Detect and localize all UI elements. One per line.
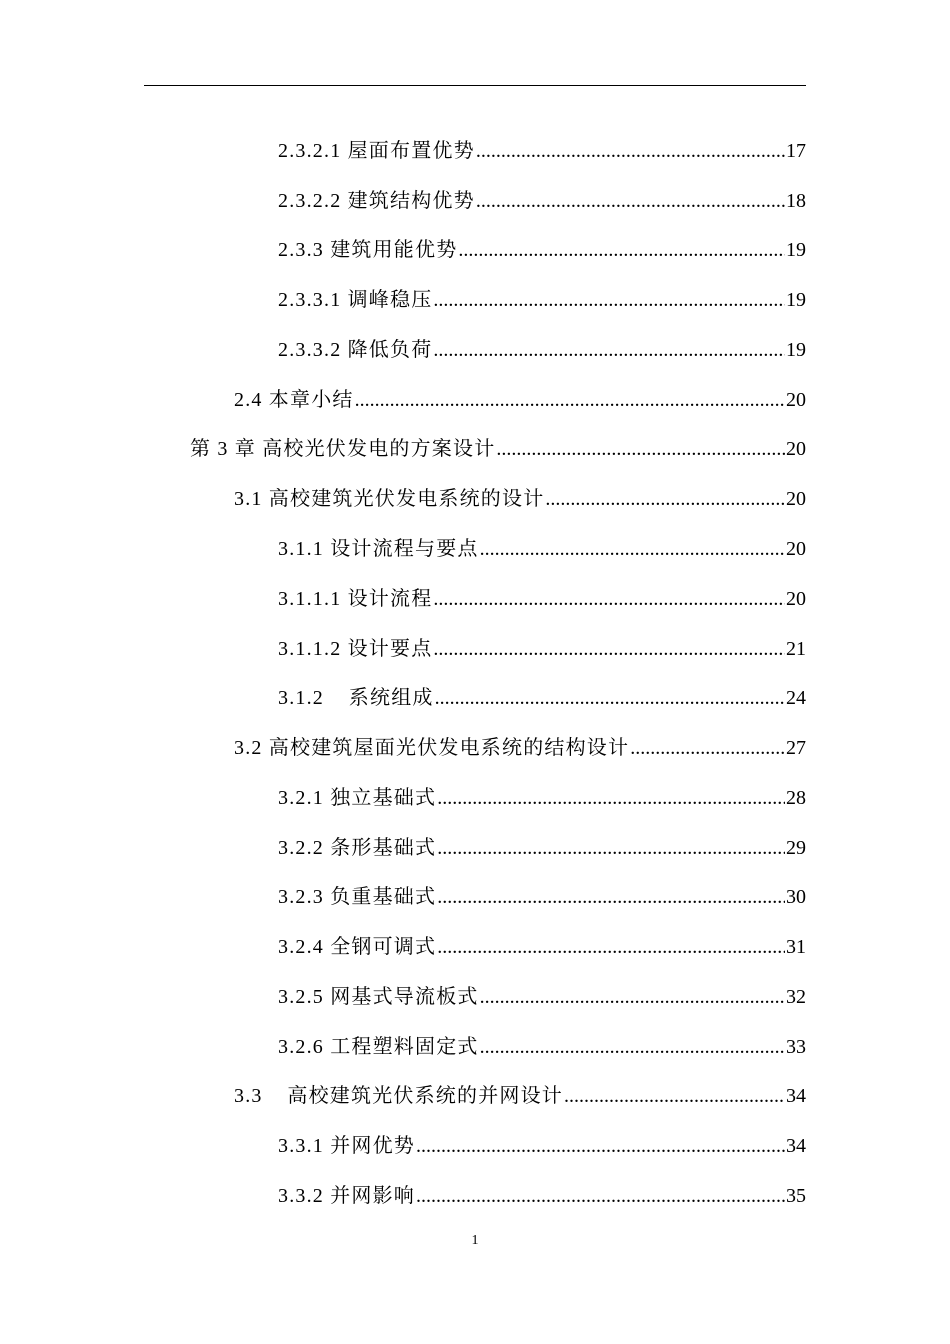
toc-entry[interactable] [278,534,806,564]
toc-entry-title: 2.3.2.1 屋面布置优势 [278,140,475,162]
toc-entry[interactable] [278,335,806,365]
toc-entry-title: 3.2.5 网基式导流板式 [278,986,479,1008]
toc-entry[interactable] [278,783,806,813]
toc-entry-title: 3.2.6 工程塑料固定式 [278,1036,479,1058]
toc-entry[interactable] [278,932,806,962]
toc-entry[interactable] [278,235,806,265]
toc-entry-title: 3.1 高校建筑光伏发电系统的设计 [234,488,545,510]
toc-leader-dots [433,584,785,614]
toc-entry-page: 20 [786,389,806,411]
toc-entry[interactable] [234,733,806,763]
toc-entry-page: 19 [786,239,806,261]
toc-entry-page: 34 [786,1085,806,1107]
toc-entry-page: 27 [786,737,806,759]
toc-leader-dots [630,733,785,763]
toc-entry-title: 3.2.1 独立基础式 [278,787,437,809]
toc-entry-page: 34 [786,1135,806,1157]
toc-entry[interactable] [278,186,806,216]
toc-leader-dots [416,1181,785,1211]
toc-leader-dots [545,484,785,514]
toc-entry-page: 18 [786,190,806,212]
page-number: 1 [471,1233,479,1248]
toc-entry[interactable] [278,136,806,166]
toc-entry-title: 3.2.2 条形基础式 [278,837,437,859]
toc-entry-page: 21 [786,638,806,660]
toc-leader-dots [433,634,785,664]
toc-entry-page: 31 [786,936,806,958]
toc-leader-dots [437,932,785,962]
toc-entry-page: 35 [786,1185,806,1207]
toc-entry-title: 3.1.1 设计流程与要点 [278,538,479,560]
toc-entry-page: 29 [786,837,806,859]
toc-entry[interactable] [190,434,806,464]
toc-entry-page: 30 [786,886,806,908]
toc-entry-title: 3.1.1.1 设计流程 [278,588,433,610]
toc-entry-page: 19 [786,289,806,311]
toc-leader-dots [433,285,785,315]
toc-entry-title: 2.3.3 建筑用能优势 [278,239,458,261]
toc-entry[interactable] [278,285,806,315]
toc-entry-title: 3.1.1.2 设计要点 [278,638,433,660]
toc-leader-dots [355,385,785,415]
toc-entry-title: 2.3.3.2 降低负荷 [278,339,433,361]
toc-leader-dots [496,434,785,464]
toc-entry-title: 3.1.2 系统组成 [278,687,434,709]
toc-entry-title: 3.2.3 负重基础式 [278,886,437,908]
toc-entry[interactable] [278,683,806,713]
toc-leader-dots [476,186,785,216]
toc-leader-dots [476,136,785,166]
toc-leader-dots [416,1131,785,1161]
toc-leader-dots [564,1081,785,1111]
toc-leader-dots [435,683,785,713]
toc-leader-dots [437,882,785,912]
toc-leader-dots [437,783,785,813]
toc-entry-title: 2.3.3.1 调峰稳压 [278,289,433,311]
toc-entry[interactable] [278,833,806,863]
toc-entry-page: 17 [786,140,806,162]
toc-entry[interactable] [234,1081,806,1111]
toc-entry-title: 3.3.2 并网影响 [278,1185,415,1207]
toc-entry-page: 20 [786,588,806,610]
toc-entry-page: 28 [786,787,806,809]
toc-entry-title: 3.2.4 全钢可调式 [278,936,437,958]
toc-entry-page: 32 [786,986,806,1008]
toc-entry[interactable] [278,1181,806,1211]
toc-leader-dots [458,235,785,265]
toc-leader-dots [480,534,785,564]
toc-entry-title: 第 3 章 高校光伏发电的方案设计 [190,438,496,460]
toc-leader-dots [480,982,785,1012]
toc-entry-page: 24 [786,687,806,709]
toc-entry[interactable] [278,584,806,614]
toc-entry[interactable] [234,385,806,415]
toc-entry[interactable] [234,484,806,514]
toc-entry-page: 20 [786,538,806,560]
toc-entry-title: 3.3 高校建筑光伏系统的并网设计 [234,1085,563,1107]
toc-entry-title: 3.3.1 并网优势 [278,1135,415,1157]
toc-leader-dots [480,1032,785,1062]
toc-entry[interactable] [278,1032,806,1062]
toc-entry-page: 20 [786,438,806,460]
toc-entry-page: 19 [786,339,806,361]
toc-entry-page: 20 [786,488,806,510]
toc-entry-title: 2.3.2.2 建筑结构优势 [278,190,475,212]
toc-entry-title: 2.4 本章小结 [234,389,354,411]
toc-entry[interactable] [278,1131,806,1161]
toc-entry-page: 33 [786,1036,806,1058]
toc-entry[interactable] [278,882,806,912]
toc-entry[interactable] [278,634,806,664]
toc-entry-title: 3.2 高校建筑屋面光伏发电系统的结构设计 [234,737,630,759]
toc-leader-dots [433,335,785,365]
toc-leader-dots [437,833,785,863]
toc-entry[interactable] [278,982,806,1012]
